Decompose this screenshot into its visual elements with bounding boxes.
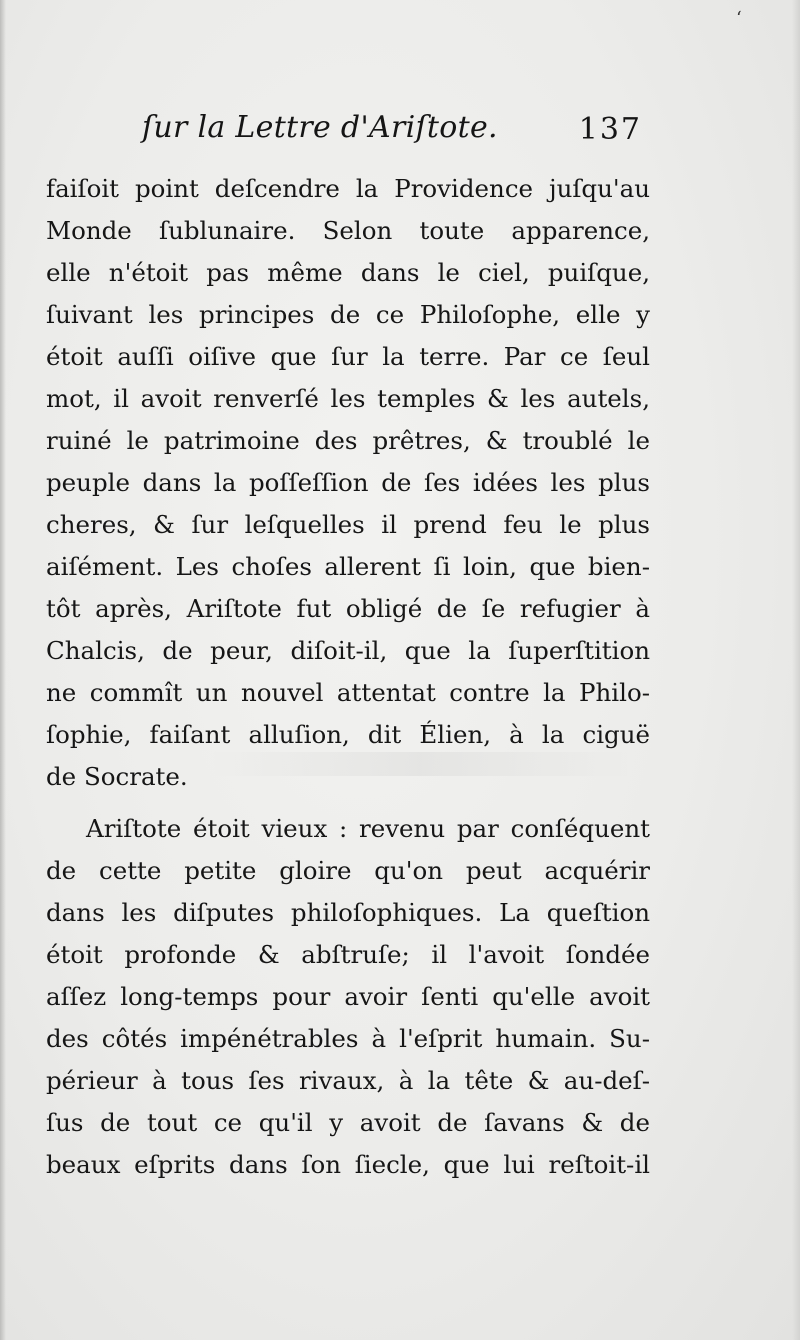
text-line: étoit auſſi oiſive que ſur la terre. Par ce ſeul bbox=[46, 342, 650, 371]
text-line: aiſément. Les choſes allerent ſi loin, que bien- bbox=[46, 552, 650, 581]
text-line: des côtés impénétrables à l'eſprit humain. Su- bbox=[46, 1024, 650, 1053]
text-line: dans les diſputes philoſophiques. La queſtion bbox=[46, 898, 650, 927]
text-line: de Socrate. bbox=[46, 762, 188, 791]
text-line: ſuivant les principes de ce Philoſophe, elle y bbox=[46, 300, 650, 329]
text-line: Ariſtote étoit vieux : revenu par conſéquent bbox=[86, 814, 650, 843]
text-line: faiſoit point deſcendre la Providence juſqu'au bbox=[46, 174, 650, 203]
text-line: beaux eſprits dans ſon ſiecle, que lui reſtoit-il bbox=[46, 1150, 650, 1179]
text-line: ne commît un nouvel attentat contre la Philo- bbox=[46, 678, 650, 707]
paragraph-1 bbox=[46, 168, 650, 798]
text-line: étoit profonde & abſtruſe; il l'avoit ſondée bbox=[46, 940, 650, 969]
body-text bbox=[46, 168, 650, 1186]
text-line: peuple dans la poſſeſſion de ſes idées les plus bbox=[46, 468, 650, 497]
running-title: ſur la Lettre d'Ariſtote. bbox=[142, 110, 498, 145]
text-line: ruiné le patrimoine des prêtres, & troublé le bbox=[46, 426, 650, 455]
paragraph-spacing bbox=[46, 798, 650, 808]
text-line: de cette petite gloire qu'on peut acquérir bbox=[46, 856, 650, 885]
text-line: cheres, & ſur leſquelles il prend feu le plus bbox=[46, 510, 650, 539]
paragraph-2 bbox=[46, 808, 650, 1186]
text-line: périeur à tous ſes rivaux, à la tête & au-deſ- bbox=[46, 1066, 650, 1095]
page-left-edge-shadow bbox=[0, 0, 6, 1340]
page-number: 137 bbox=[578, 112, 642, 147]
text-line: ſus de tout ce qu'il y avoit de ſavans & de bbox=[46, 1108, 650, 1137]
text-line: ſophie, faiſant alluſion, dit Élien, à la ciguë bbox=[46, 720, 650, 749]
text-line: mot, il avoit renverſé les temples & les autels, bbox=[46, 384, 650, 413]
page-header bbox=[142, 108, 642, 154]
text-line: Monde ſublunaire. Selon toute apparence, bbox=[46, 216, 650, 245]
text-line: tôt après, Ariſtote fut obligé de ſe refugier à bbox=[46, 594, 650, 623]
text-line: elle n'étoit pas même dans le ciel, puiſque, bbox=[46, 258, 650, 287]
text-line: aſſez long-temps pour avoir ſenti qu'elle avoit bbox=[46, 982, 650, 1011]
corner-mark: ‘ bbox=[736, 8, 742, 29]
page-right-edge-shadow bbox=[792, 0, 800, 1340]
text-line: Chalcis, de peur, diſoit-il, que la ſuperſtition bbox=[46, 636, 650, 665]
